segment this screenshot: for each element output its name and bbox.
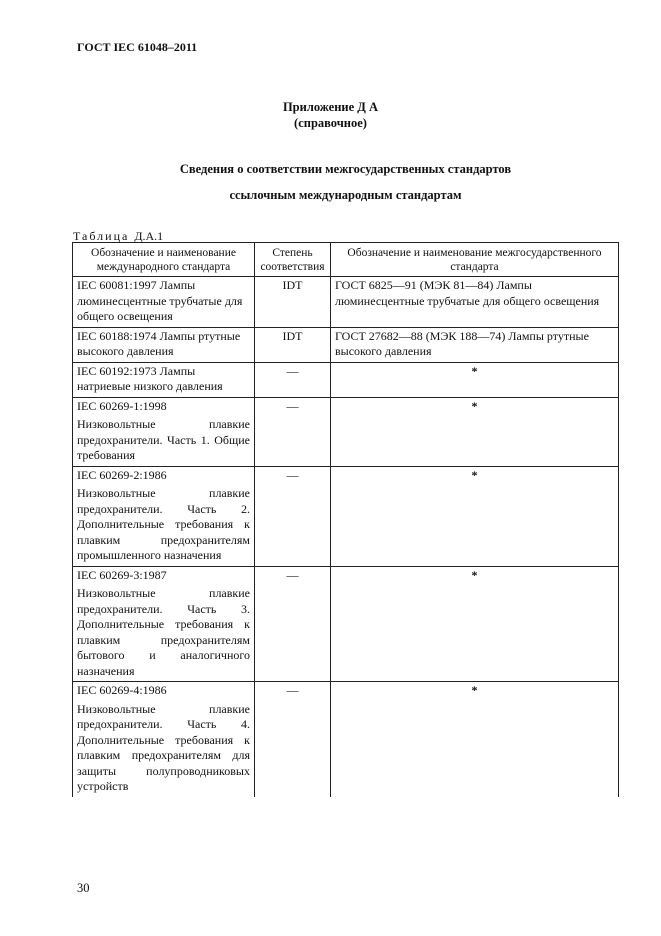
interstate-standard-cell: * [331,682,619,797]
standard-code: IEC 60269-2:1986 [77,467,167,482]
international-standard-cell [73,566,255,682]
interstate-standard-cell: ГОСТ 6825—91 (МЭК 81—84) Лампы люминесцентные трубчатые для общего освещения [331,277,619,328]
header-interstate: Обозначение и наименование межгосударственного стандарта [331,243,619,277]
degree-cell: — [255,362,331,397]
international-standard-cell [73,277,255,328]
document-code: ГОСТ IEC 61048–2011 [77,40,198,54]
interstate-standard-cell: ГОСТ 27682—88 (МЭК 188—74) Лампы ртутные высокого давления [331,327,619,362]
section-title-line-2: ссылочным международным стандартам [229,188,462,202]
table-header-row [73,243,619,277]
table-caption-number: Д.А.1 [134,229,164,243]
international-standard-cell [73,327,255,362]
standard-code: IEC 60269-1:1998 [77,398,167,413]
interstate-standard-cell: * [331,566,619,682]
degree-cell: — [255,397,331,466]
appendix-kind: (справочное) [294,116,367,130]
header-degree: Степень соответствия [255,243,331,277]
degree-cell: — [255,466,331,566]
table-row [73,397,619,466]
table-row [73,566,619,682]
standard-description: Низковольтные плавкие предохранители. Часть 3. Дополнительные требования к плавким предохранителям бытового и аналогичного назначения [77,586,250,678]
standard-description: Низковольтные плавкие предохранители. Часть 4. Дополнительные требования к плавким предохранителям для защиты полупроводниковых устройств [77,701,250,793]
standard-code: IEC 60269-4:1986 [77,683,167,697]
interstate-standard-cell: * [331,466,619,566]
table-row [73,277,619,328]
correspondence-table [72,242,619,797]
interstate-standard-cell: * [331,362,619,397]
appendix-heading [0,99,661,131]
international-standard-cell [73,466,255,566]
standard-code: IEC 60269-3:1987 [77,567,167,582]
page-number: 30 [77,881,90,895]
header-international: Обозначение и наименование международного стандарта [73,243,255,277]
degree-cell: — [255,682,331,797]
degree-cell: — [255,566,331,682]
international-standard-cell [73,362,255,397]
appendix-title: Приложение Д А [282,100,379,114]
section-title-line-1: Сведения о соответствии межгосударственных стандартов [179,162,512,176]
standard-description: Низковольтные плавкие предохранители. Часть 1. Общие требования [77,417,250,462]
degree-cell: IDT [255,277,331,328]
table-row [73,362,619,397]
international-standard-cell [73,682,255,797]
international-standard: IEC 60081:1997 Лампы люминесцентные трубчатые для общего освещения [77,278,243,323]
international-standard: IEC 60188:1974 Лампы ртутные высокого давления [77,328,241,358]
table-row [73,327,619,362]
table-caption-prefix: Таблица [73,229,130,243]
standard-description: Низковольтные плавкие предохранители. Часть 2. Дополнительные требования к плавким предохранителям промышленного назначения [77,486,250,562]
international-standard-cell [73,397,255,466]
table-row [73,682,619,797]
degree-cell: IDT [255,327,331,362]
interstate-standard-cell: * [331,397,619,466]
international-standard: IEC 60192:1973 Лампы натриевые низкого давления [77,363,223,393]
table-row [73,466,619,566]
